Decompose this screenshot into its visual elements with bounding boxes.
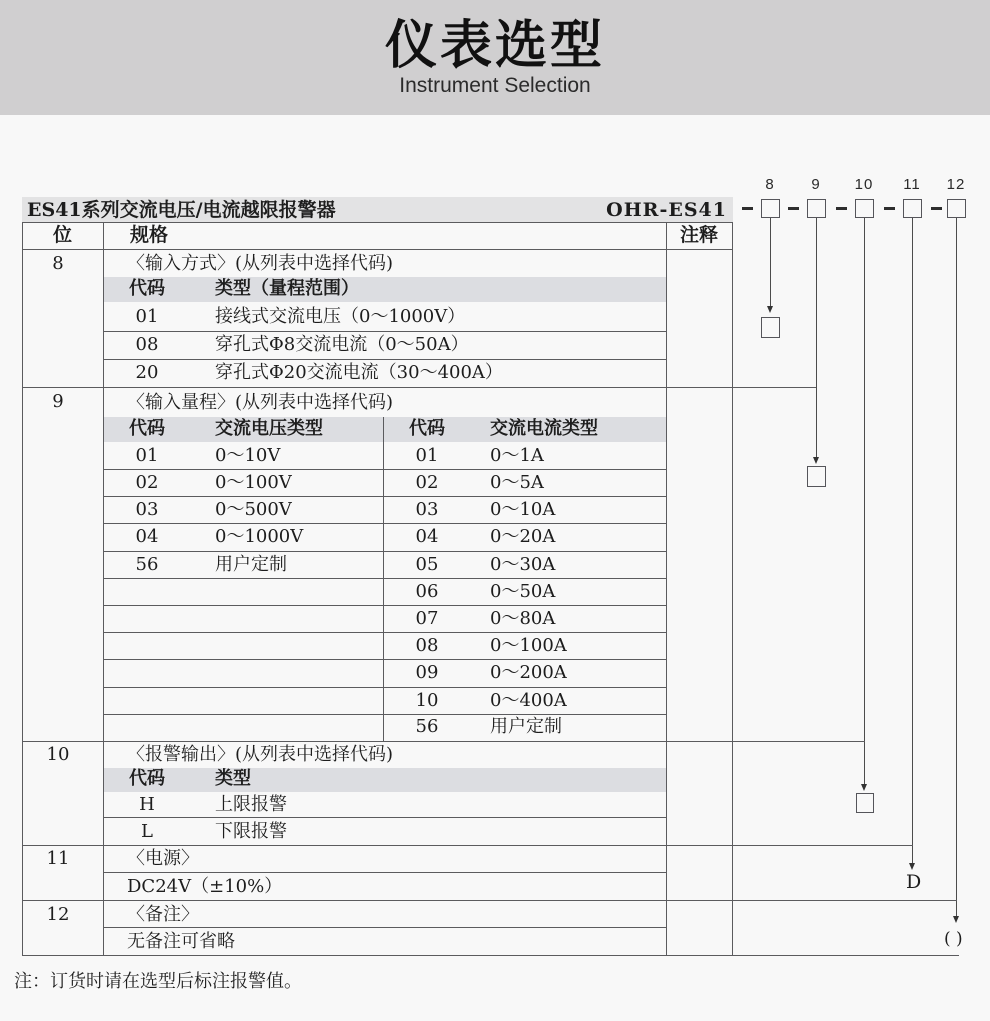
order-digit-8: 8: [765, 176, 775, 193]
leader-line-11: [912, 218, 913, 863]
series-title: ES41系列交流电压/电流越限报警器: [27, 199, 336, 221]
dash-separator: [884, 207, 895, 210]
cell-desc: 0～1A: [490, 445, 544, 466]
cell-code: 07: [415, 608, 439, 629]
s9-pos: 9: [52, 391, 64, 412]
cell-code: 10: [415, 690, 439, 711]
order-code-box-12: [947, 199, 966, 218]
cell-desc: 穿孔式Φ20交流电流（30～400A）: [215, 362, 503, 383]
cell-code: 02: [135, 472, 159, 493]
col-header-spec: 规格: [130, 224, 169, 246]
s11-title: 〈电源〉: [127, 848, 199, 869]
s8-hdr-code: 代码: [129, 278, 165, 299]
grid-line: [22, 222, 733, 223]
order-code-box-9: [807, 199, 826, 218]
s8-pos: 8: [52, 253, 64, 274]
cell-desc: 0～100A: [490, 635, 567, 656]
s9-title: 〈输入量程〉(从列表中选择代码): [127, 392, 394, 413]
s12-pos: 12: [46, 904, 70, 925]
leader-line-12: [956, 218, 957, 916]
top-banner: [0, 0, 990, 115]
cell-code: 09: [415, 662, 439, 683]
cell-code: 06: [415, 581, 439, 602]
s10-hdr-code: 代码: [129, 768, 165, 789]
order-digit-12: 12: [946, 176, 966, 193]
arrow-head-9: [813, 457, 819, 464]
s10-hdr-type: 类型: [215, 768, 251, 789]
leader-line-10: [864, 218, 865, 784]
s12-title: 〈备注〉: [127, 904, 199, 925]
cell-desc: 穿孔式Φ8交流电流（0～50A）: [215, 334, 469, 355]
dash-separator: [931, 207, 942, 210]
cell-code: 03: [415, 499, 439, 520]
cell-code: 56: [135, 554, 159, 575]
cell-desc: 0～20A: [490, 526, 556, 547]
selection-box-10: [856, 793, 874, 813]
arrow-head-10: [861, 784, 867, 791]
s9-hdr-ltype: 交流电压类型: [215, 418, 323, 439]
cell-desc: 0～100V: [215, 472, 292, 493]
cell-code: 01: [135, 306, 159, 327]
cell-desc: 0～10V: [215, 445, 281, 466]
selection-box-8: [761, 317, 780, 338]
arrow-head-8: [767, 306, 773, 313]
cell-desc: 上限报警: [215, 794, 287, 815]
order-digit-11: 11: [903, 176, 921, 193]
s12-value: 无备注可省略: [127, 931, 235, 952]
order-code-box-11: [903, 199, 922, 218]
s11-pos: 11: [46, 848, 70, 869]
s11-value: DC24V（±10%）: [127, 876, 283, 897]
cell-desc: 0～1000V: [215, 526, 304, 547]
cell-desc: 0～5A: [490, 472, 544, 493]
grid-line: [22, 955, 959, 956]
cell-code: 04: [135, 526, 159, 547]
cell-code: 02: [415, 472, 439, 493]
cell-desc: 0～200A: [490, 662, 567, 683]
arrow-head-11: [909, 863, 915, 870]
page-title: 仪表选型: [384, 17, 605, 75]
cell-code: 01: [135, 445, 159, 466]
model-prefix: OHR-ES41: [606, 199, 727, 221]
s10-title: 〈报警输出〉(从列表中选择代码): [127, 744, 394, 765]
cell-code: 05: [415, 554, 439, 575]
cell-desc: 下限报警: [215, 821, 287, 842]
page-subtitle: Instrument Selection: [399, 74, 591, 97]
s10-pos: 10: [46, 744, 70, 765]
cell-desc: 接线式交流电压（0～1000V）: [215, 306, 466, 327]
s9-hdr-rtype: 交流电流类型: [490, 418, 598, 439]
cell-code: L: [141, 821, 153, 842]
cell-desc: 用户定制: [215, 554, 287, 575]
power-code-hint: D: [906, 871, 922, 893]
remark-placeholder: ( ): [944, 929, 963, 949]
order-code-box-8: [761, 199, 780, 218]
cell-code: 04: [415, 526, 439, 547]
cell-code: 03: [135, 499, 159, 520]
cell-code: 08: [135, 334, 159, 355]
cell-code: 20: [135, 362, 159, 383]
col-header-note: 注释: [679, 224, 718, 246]
dash-separator: [742, 207, 753, 210]
cell-desc: 用户定制: [490, 716, 562, 737]
cell-desc: 0～400A: [490, 690, 567, 711]
order-digit-10: 10: [854, 176, 874, 193]
cell-code: H: [139, 794, 155, 815]
dash-separator: [836, 207, 847, 210]
cell-desc: 0～50A: [490, 581, 556, 602]
s9-hdr-lcode: 代码: [129, 418, 165, 439]
dash-separator: [788, 207, 799, 210]
cell-code: 01: [415, 445, 439, 466]
s9-hdr-rcode: 代码: [409, 418, 445, 439]
s8-title: 〈输入方式〉(从列表中选择代码): [127, 253, 394, 274]
s8-hdr-type: 类型（量程范围）: [215, 278, 359, 299]
cell-desc: 0～30A: [490, 554, 556, 575]
cell-code: 08: [415, 635, 439, 656]
product-title-band: [22, 197, 733, 222]
cell-desc: 0～500V: [215, 499, 292, 520]
selection-box-9: [807, 466, 826, 487]
leader-line-8: [770, 218, 771, 306]
cell-desc: 0～80A: [490, 608, 556, 629]
order-digit-9: 9: [811, 176, 821, 193]
arrow-head-12: [953, 916, 959, 923]
cell-code: 56: [415, 716, 439, 737]
order-code-box-10: [855, 199, 874, 218]
grid-line: [732, 222, 733, 955]
footnote: 注：订货时请在选型后标注报警值。: [14, 971, 302, 992]
cell-desc: 0～10A: [490, 499, 556, 520]
col-header-pos: 位: [52, 224, 72, 246]
leader-line-9: [816, 218, 817, 457]
grid-line: [666, 222, 667, 955]
